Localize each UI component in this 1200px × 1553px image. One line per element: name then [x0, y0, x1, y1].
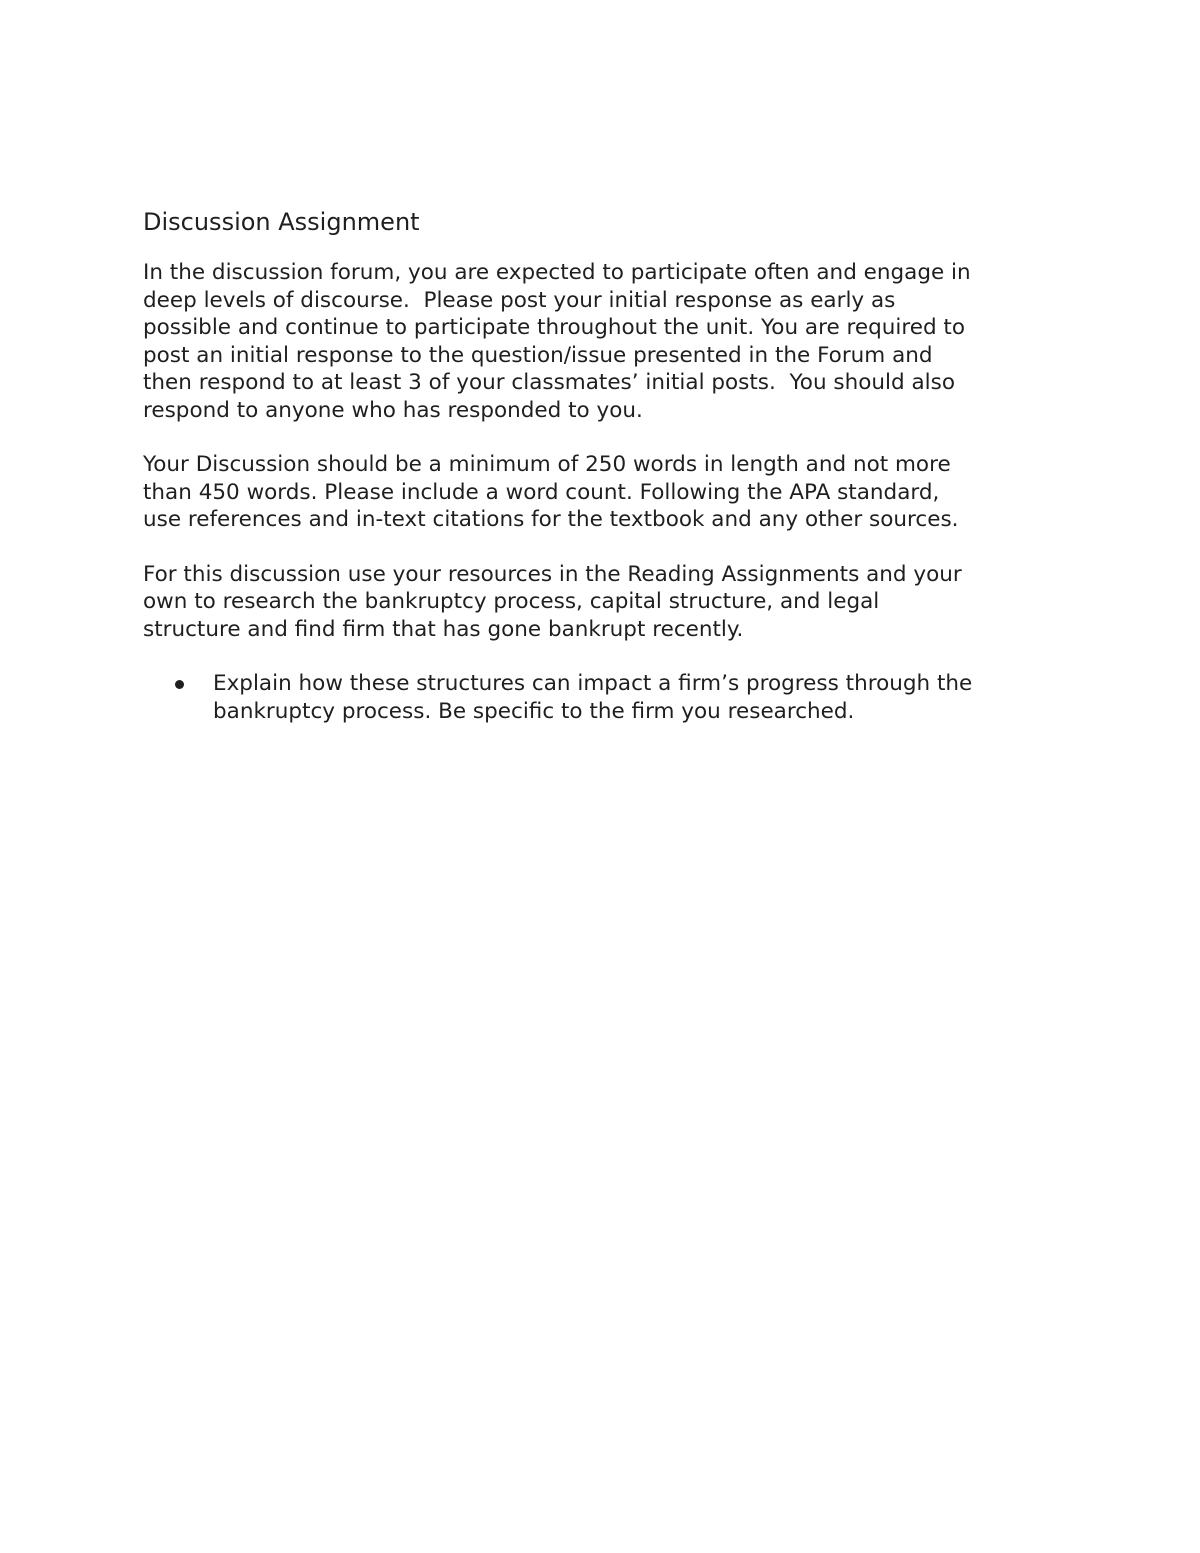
bullet-line: Explain how these structures can impact a firm’s progress through the [213, 671, 973, 696]
paragraph-word-count [143, 451, 1078, 534]
bullet-icon [175, 680, 184, 689]
bullet-item [143, 670, 1078, 725]
paragraph-line: respond to anyone who has responded to you. [143, 397, 643, 423]
paragraph-line: use references and in-text citations for the textbook and any other sources. [143, 507, 959, 532]
paragraph-line: Your Discussion should be a minimum of 250 words in length and not more [143, 452, 951, 477]
paragraph-line: deep levels of discourse. Please post your initial response as early as [143, 287, 896, 313]
paragraph-line: In the discussion forum, you are expected to participate often and engage in [143, 260, 971, 285]
bullet-list [143, 670, 1078, 725]
bullet-line: bankruptcy process. Be specific to the firm you researched. [213, 698, 855, 724]
paragraph-research-instructions [143, 561, 1078, 644]
paragraph-line: than 450 words. Please include a word count. Following the APA standard, [143, 479, 940, 505]
paragraph-participation [143, 259, 1078, 424]
paragraph-line: possible and continue to participate throughout the unit. You are required to [143, 315, 966, 340]
paragraph-line: For this discussion use your resources in the Reading Assignments and your [143, 561, 962, 587]
paragraph-line: post an initial response to the question/issue presented in the Forum and [143, 342, 933, 368]
document-body [143, 205, 1078, 725]
document-title: Discussion Assignment [143, 208, 420, 236]
paragraph-line: structure and find firm that has gone bankrupt recently. [143, 616, 744, 642]
paragraph-line: own to research the bankruptcy process, capital structure, and legal [143, 589, 880, 614]
paragraph-line: then respond to at least 3 of your classmates’ initial posts. You should also [143, 370, 955, 395]
